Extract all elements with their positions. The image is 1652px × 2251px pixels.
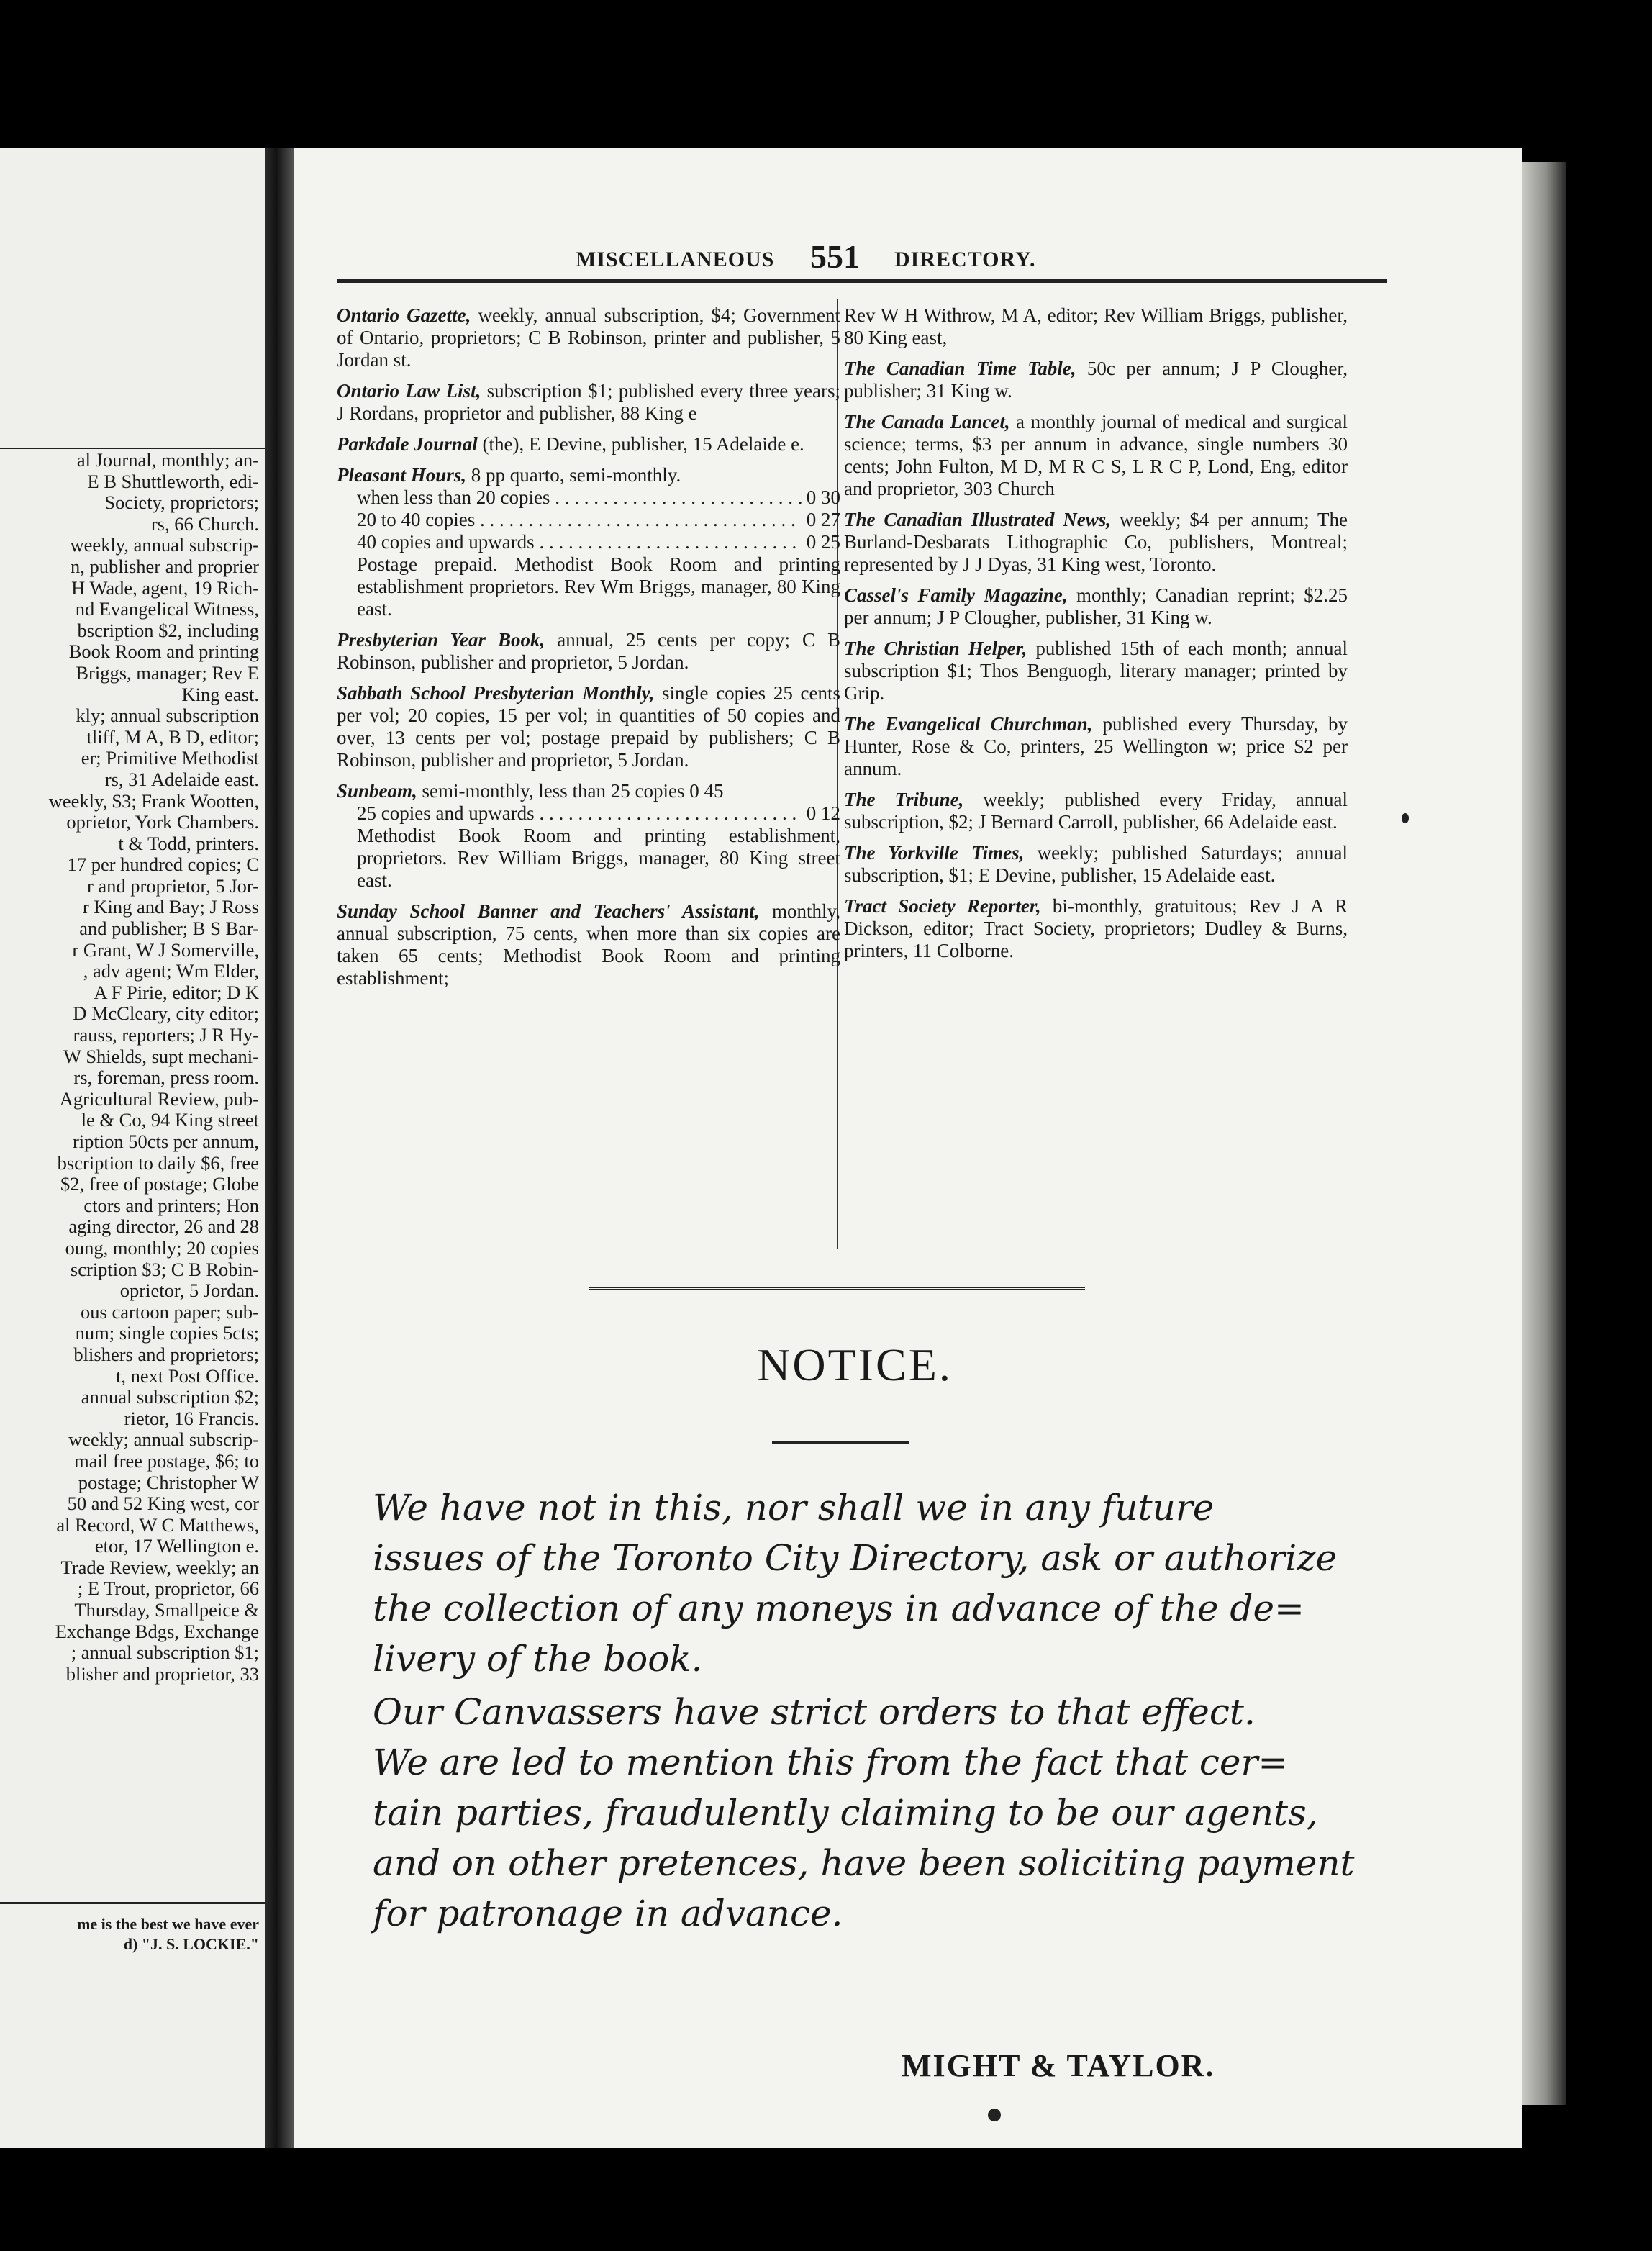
directory-entry	[844, 842, 1348, 887]
entry-title: Ontario Law List,	[337, 380, 487, 402]
entry-title: Ontario Gazette,	[337, 304, 478, 326]
header-left: MISCELLANEOUS	[576, 248, 775, 271]
left-page-line: r and proprietor, 5 Jor-	[86, 874, 259, 897]
entry-text: 50c per annum; J P Clougher, publisher; 31 King w.	[844, 358, 1348, 402]
entry-continuation: Methodist Book Room and printing establishment, proprietors. Rev William Briggs, manager, 80 King street east.	[357, 825, 840, 891]
notice-line: and on other pretences, have been soliciting payment	[373, 1842, 1355, 1884]
notice-line: issues of the Toronto City Directory, ask or authorize	[373, 1537, 1338, 1579]
entry-continuation: Postage prepaid. Methodist Book Room and printing establishment proprietors. Rev Wm Briggs, manager, 80 King east.	[357, 553, 840, 620]
left-page-line: rietor, 16 Francis.	[124, 1407, 259, 1429]
notice-title-rule	[772, 1441, 909, 1444]
entry-text: weekly; published every Friday, annual subscription, $2; J Bernard Carroll, publisher, 66 Adelaide east.	[844, 789, 1348, 833]
entry-title: The Canada Lancet,	[844, 411, 1017, 432]
left-page-line: scription $3; C B Robin-	[70, 1258, 259, 1280]
left-page-line: E B Shuttleworth, edi-	[87, 470, 259, 492]
left-page-line: ; annual subscription $1;	[71, 1641, 259, 1664]
notice-line: livery of the book.	[373, 1638, 703, 1680]
left-page-line: t & Todd, printers.	[118, 832, 259, 854]
left-page-line: ; E Trout, proprietor, 66	[77, 1577, 259, 1600]
ink-dot	[1402, 813, 1409, 823]
entry-title: Sunbeam,	[337, 780, 422, 802]
left-page-line: le & Co, 94 King street	[81, 1109, 259, 1131]
entry-text: Rev W H Withrow, M A, editor; Rev William Briggs, publisher, 80 King east,	[844, 304, 1348, 348]
left-page-line: nd Evangelical Witness,	[75, 598, 259, 620]
directory-entry	[844, 895, 1348, 962]
notice-line: tain parties, fraudulently claiming to be our agents,	[373, 1792, 1318, 1834]
book-gutter	[265, 148, 294, 2148]
left-page-line: weekly, $3; Frank Wootten,	[48, 789, 259, 812]
notice-line: the collection of any moneys in advance of the de=	[373, 1588, 1304, 1629]
entry-title: The Tribune,	[844, 789, 984, 810]
left-page-line: bscription to daily $6, free	[57, 1151, 259, 1174]
directory-entry	[337, 900, 840, 989]
left-page-line: er; Primitive Methodist	[81, 747, 259, 769]
page-header	[294, 237, 1522, 281]
notice-signature: MIGHT & TAYLOR.	[902, 2048, 1215, 2083]
price-row	[337, 802, 840, 825]
directory-entry	[337, 780, 840, 892]
entry-text: monthly, annual subscription, 75 cents, when more than six copies are taken 65 cents; Methodist Book Room and printing establishment;	[337, 900, 840, 989]
notice-line: We have not in this, nor shall we in any future	[373, 1487, 1215, 1528]
left-page-line: n, publisher and proprier	[71, 555, 259, 577]
left-page-line: Thursday, Smallpeice &	[74, 1599, 259, 1621]
left-page-line: Trade Review, weekly; an	[60, 1556, 259, 1578]
entry-text: published every Thursday, by Hunter, Rose & Co, printers, 25 Wellington w; price $2 per annum.	[844, 713, 1348, 779]
left-page-line: weekly; annual subscrip-	[68, 1428, 259, 1451]
left-page-line: mail free postage, $6; to	[74, 1449, 259, 1472]
directory-entry	[337, 304, 840, 371]
entry-title: Parkdale Journal	[337, 433, 483, 455]
notice-body	[373, 1482, 1409, 1939]
ink-blot	[988, 2109, 1001, 2121]
price-value: 0 27	[806, 509, 840, 530]
left-page-line: $2, free of postage; Globe	[60, 1173, 259, 1195]
entry-text: published 15th of each month; annual subscription $1; Thos Benguogh, literary manager; printed by Grip.	[844, 638, 1348, 704]
entry-text: single copies 25 cents per vol; 20 copies, 15 per vol; in quantities of 50 copies and over, 13 cents per vol; postage prepaid by publishers; C B Robinson, publisher and proprietor, 5 Jordan.	[337, 682, 841, 771]
price-label: 20 to 40 copies . . .	[357, 509, 802, 531]
entry-text: weekly; published Saturdays; annual subscription, $1; E Devine, publisher, 15 Adelaide east.	[844, 842, 1348, 886]
left-page-line: kly; annual subscription	[76, 705, 259, 727]
left-page-line: ous cartoon paper; sub-	[81, 1300, 259, 1323]
notice-line: Our Canvassers have strict orders to that effect.	[373, 1691, 1256, 1733]
left-page-line: W Shields, supt mechani-	[63, 1045, 259, 1067]
left-page-line: etor, 17 Wellington e.	[94, 1535, 259, 1557]
left-page-line: oprietor, 5 Jordan.	[119, 1280, 259, 1302]
left-page	[0, 148, 265, 2148]
left-page-line: A F Pirie, editor; D K	[94, 981, 259, 1003]
notice-title: NOTICE.	[757, 1339, 953, 1390]
left-page-line: blishers and proprietors;	[73, 1343, 259, 1365]
left-page-line: tliff, M A, B D, editor;	[86, 725, 259, 748]
left-footer-line: me is the best we have ever	[77, 1915, 259, 1933]
entry-title: Sunday School Banner and Teachers' Assistant,	[337, 900, 772, 922]
entry-text: semi-monthly, less than 25 copies 0 45	[422, 780, 724, 802]
directory-entry	[844, 713, 1348, 780]
entry-title: Sabbath School Presbyterian Monthly,	[337, 682, 663, 704]
left-page-line: Exchange Bdgs, Exchange	[55, 1620, 259, 1642]
header-rule	[337, 279, 1387, 286]
entry-title: Pleasant Hours,	[337, 464, 471, 486]
entry-title: Cassel's Family Magazine,	[844, 584, 1077, 606]
directory-entry	[844, 411, 1348, 500]
left-page-line: postage; Christopher W	[78, 1471, 259, 1493]
left-page-line: King east.	[181, 683, 259, 705]
price-row	[337, 531, 840, 553]
price-row	[337, 509, 840, 531]
entry-title: Presbyterian Year Book,	[337, 629, 558, 651]
left-page-line: rauss, reporters; J R Hy-	[73, 1024, 259, 1046]
left-page-line: rs, foreman, press room.	[73, 1066, 259, 1089]
left-page-line: t, next Post Office.	[116, 1364, 259, 1387]
directory-entry	[337, 464, 840, 620]
directory-entry	[337, 433, 840, 456]
left-page-line: Society, proprietors;	[104, 492, 259, 514]
left-page-line: 17 per hundred copies; C	[67, 853, 259, 876]
price-label: 40 copies and upwards . . .	[357, 531, 802, 553]
price-label: 25 copies and upwards . . .	[357, 802, 802, 825]
directory-entry	[844, 304, 1348, 349]
price-label: when less than 20 copies . . .	[357, 486, 802, 509]
left-page-line: D McCleary, city editor;	[73, 1002, 259, 1025]
directory-entry	[337, 380, 840, 425]
directory-entry	[844, 358, 1348, 402]
directory-column-right	[844, 304, 1348, 971]
entry-text: (the), E Devine, publisher, 15 Adelaide e.	[482, 433, 804, 455]
entry-title: Tract Society Reporter,	[844, 895, 1053, 917]
page-edge	[1522, 162, 1566, 2105]
left-page-line: rs, 66 Church.	[150, 512, 259, 535]
directory-entry	[844, 509, 1348, 576]
left-page-line: and publisher; B S Bar-	[79, 918, 259, 940]
directory-entry	[844, 584, 1348, 629]
left-page-line: num; single copies 5cts;	[75, 1322, 259, 1344]
entry-title: The Evangelical Churchman,	[844, 713, 1103, 735]
left-page-line: blisher and proprietor, 33	[65, 1662, 259, 1685]
left-page-line: Book Room and printing	[68, 640, 259, 663]
left-page-line: r King and Bay; J Ross	[82, 896, 259, 918]
entry-text: 8 pp quarto, semi-monthly.	[471, 464, 681, 486]
left-page-line: bscription $2, including	[77, 619, 259, 641]
entry-text: a monthly journal of medical and surgical science; terms, $3 per annum in advance, single numbers 30 cents; John Fulton, M D, M R C S, L R C P, Lond, Eng, editor and proprietor, 303 Church	[844, 411, 1348, 499]
entry-title: The Christian Helper,	[844, 638, 1036, 659]
left-page-line: 50 and 52 King west, cor	[67, 1493, 259, 1515]
left-page-text	[0, 450, 265, 1685]
price-value: 0 12	[806, 802, 840, 824]
price-value: 0 30	[806, 486, 840, 508]
left-page-line: aging director, 26 and 28	[68, 1215, 259, 1238]
entry-title: The Yorkville Times,	[844, 842, 1038, 864]
notice-separator-rule	[589, 1287, 1085, 1293]
entry-text: bi-monthly, gratuitous; Rev J A R Dickson, editor; Tract Society, proprietors; Dudley & Burns, printers, 11 Colborne.	[844, 895, 1348, 961]
directory-column-left	[337, 304, 840, 998]
left-page-bottom-rule	[0, 1902, 265, 1904]
left-page-line: al Record, W C Matthews,	[56, 1513, 259, 1536]
entry-title: The Canadian Time Table,	[844, 358, 1087, 379]
price-row	[337, 486, 840, 509]
entry-text: monthly; Canadian reprint; $2.25 per annum; J P Clougher, publisher, 31 King w.	[844, 584, 1348, 628]
left-page-line: r Grant, W J Somerville,	[72, 938, 259, 961]
left-page-line: oung, monthly; 20 copies	[65, 1236, 259, 1259]
page-number: 551	[810, 238, 860, 275]
entry-title: The Canadian Illustrated News,	[844, 509, 1120, 530]
left-page-line: , adv agent; Wm Elder,	[83, 960, 259, 982]
notice-line: We are led to mention this from the fact that cer=	[373, 1742, 1289, 1783]
left-footer-line: d) "J. S. LOCKIE."	[123, 1935, 259, 1953]
left-page-line: weekly, annual subscrip-	[70, 534, 259, 556]
left-page-footer	[77, 1914, 259, 1955]
left-page-line: H Wade, agent, 19 Rich-	[71, 576, 259, 599]
left-page-line: al Journal, monthly; an-	[76, 449, 259, 471]
notice-line: for patronage in advance.	[373, 1893, 843, 1934]
header-right: DIRECTORY.	[894, 248, 1036, 271]
directory-entry	[337, 682, 840, 771]
left-page-line: Briggs, manager; Rev E	[76, 661, 259, 684]
entry-text: weekly, annual subscription, $4; Government of Ontario, proprietors; C B Robinson, printer and publisher, 5 Jordan st.	[337, 304, 840, 371]
directory-entry	[844, 789, 1348, 833]
left-page-line: annual subscription $2;	[81, 1386, 259, 1408]
left-page-line: ription 50cts per annum,	[72, 1131, 259, 1152]
entry-text: weekly; $4 per annum; The Burland-Desbarats Lithographic Co, publishers, Montreal; represented by J J Dyas, 31 King west, Toronto.	[844, 509, 1348, 575]
entry-text: subscription $1; published every three years; J Rordans, proprietor and publisher, 88 King e	[337, 380, 840, 424]
right-page	[294, 148, 1522, 2148]
left-page-line: rs, 31 Adelaide east.	[104, 768, 259, 790]
entry-text: annual, 25 cents per copy; C B Robinson, publisher and proprietor, 5 Jordan.	[337, 629, 840, 673]
price-value: 0 25	[806, 531, 840, 553]
left-page-line: ctors and printers; Hon	[83, 1194, 259, 1216]
left-page-line: oprietor, York Chambers.	[66, 811, 259, 833]
directory-entry	[844, 638, 1348, 705]
left-page-line: Agricultural Review, pub-	[59, 1087, 259, 1110]
directory-entry	[337, 629, 840, 674]
